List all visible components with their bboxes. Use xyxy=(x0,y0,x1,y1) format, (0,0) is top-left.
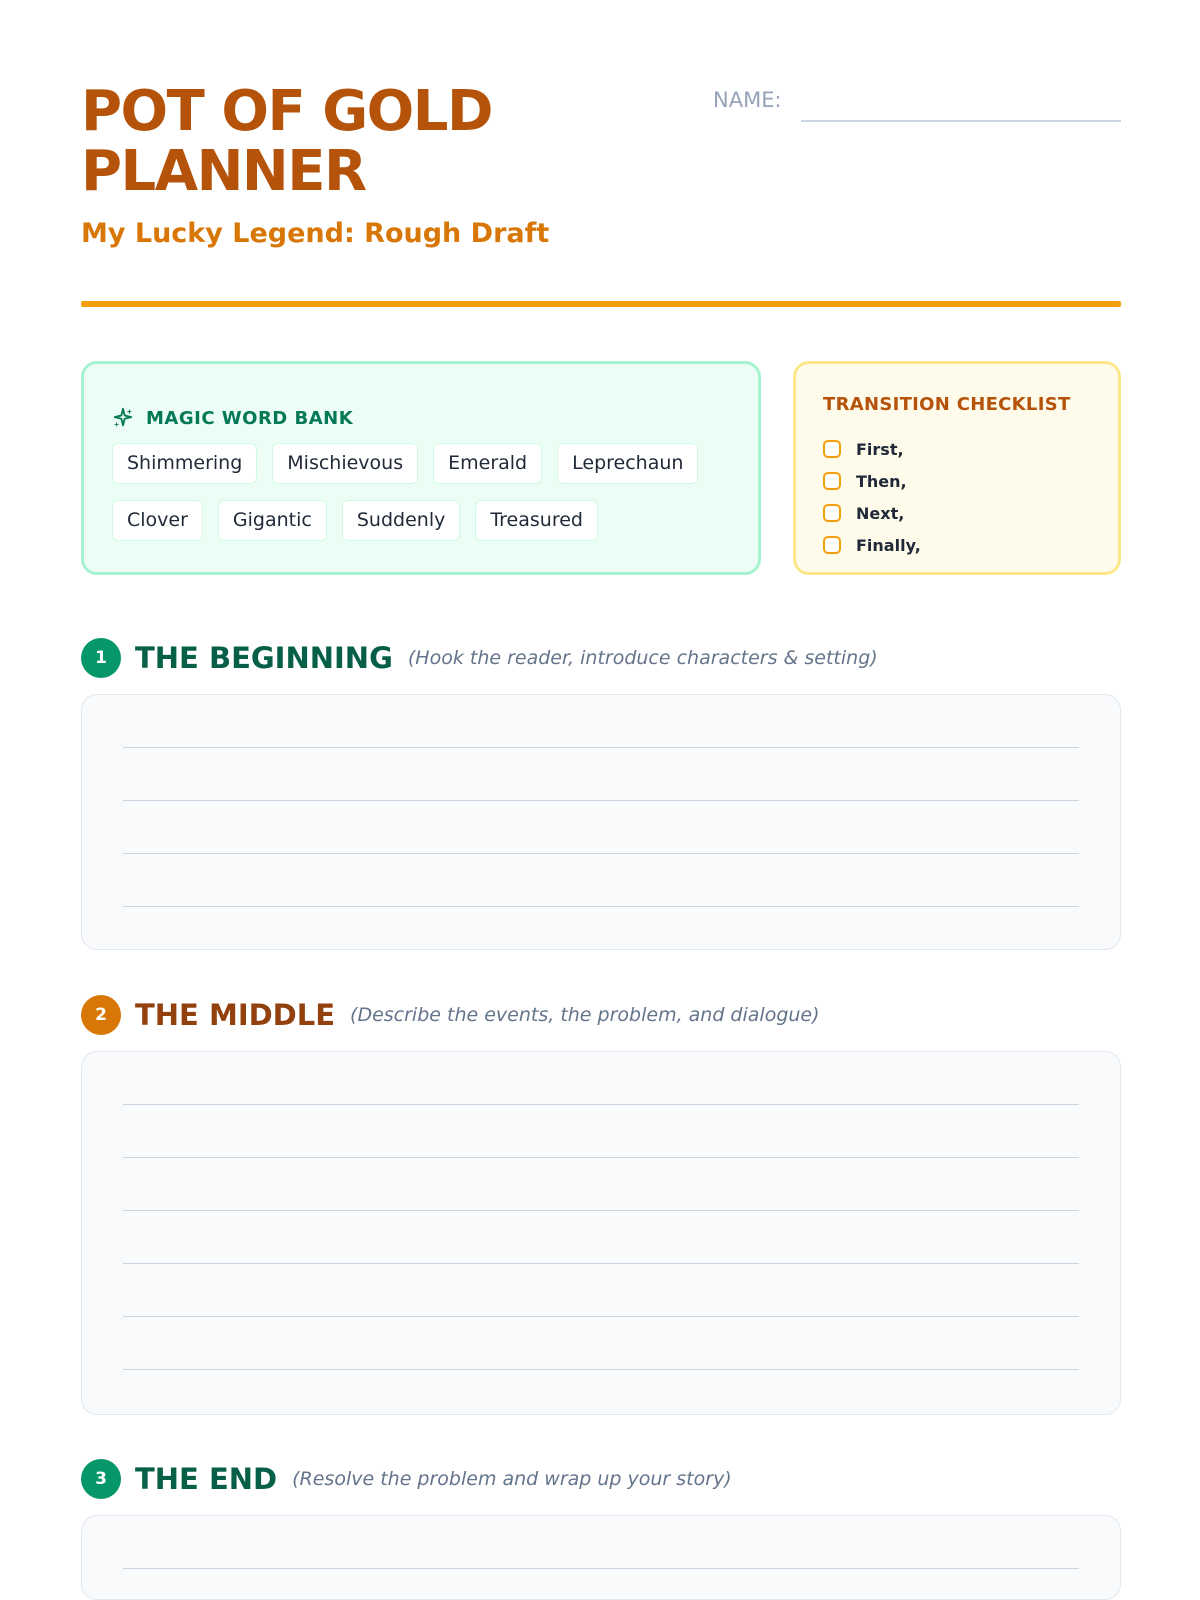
writing-line xyxy=(123,800,1079,801)
word-chip: Gigantic xyxy=(218,500,327,541)
writing-line xyxy=(123,1568,1079,1569)
writing-area-beginning[interactable] xyxy=(81,694,1121,950)
word-bank-title: MAGIC WORD BANK xyxy=(146,407,354,429)
writing-area-middle[interactable] xyxy=(81,1051,1121,1415)
page-title: POT OF GOLD PLANNER xyxy=(81,79,492,204)
checklist-item-label: Finally, xyxy=(856,535,921,555)
sparkles-icon xyxy=(112,407,134,429)
header-divider xyxy=(81,301,1121,307)
writing-line xyxy=(123,1369,1079,1370)
checklist-item[interactable] xyxy=(823,433,921,465)
writing-line xyxy=(123,1263,1079,1264)
word-bank-header xyxy=(112,406,353,430)
writing-area-end[interactable] xyxy=(81,1515,1121,1600)
word-chips xyxy=(112,443,732,557)
word-chip-row xyxy=(112,443,732,484)
word-chip: Suddenly xyxy=(342,500,460,541)
writing-line xyxy=(123,1316,1079,1317)
checklist-item-label: Then, xyxy=(856,471,907,491)
word-chip: Leprechaun xyxy=(557,443,698,484)
writing-line xyxy=(123,906,1079,907)
transition-checklist xyxy=(793,361,1121,575)
word-chip: Mischievous xyxy=(272,443,418,484)
checklist-items xyxy=(823,433,921,561)
writing-line xyxy=(123,1104,1079,1105)
magic-word-bank xyxy=(81,361,761,575)
section-number-badge: 2 xyxy=(81,995,121,1035)
page-subtitle: My Lucky Legend: Rough Draft xyxy=(81,218,550,249)
checkbox[interactable] xyxy=(823,440,841,458)
writing-line xyxy=(123,747,1079,748)
checklist-item[interactable] xyxy=(823,465,921,497)
section-number-badge: 3 xyxy=(81,1459,121,1499)
checkbox[interactable] xyxy=(823,472,841,490)
name-write-line xyxy=(801,120,1121,122)
word-chip: Shimmering xyxy=(112,443,257,484)
section-header xyxy=(81,1459,732,1499)
section-header xyxy=(81,995,820,1035)
checklist-title: TRANSITION CHECKLIST xyxy=(823,394,1071,415)
section-hint: (Describe the events, the problem, and dialogue) xyxy=(350,1004,820,1026)
checklist-item-label: First, xyxy=(856,439,904,459)
word-chip: Emerald xyxy=(433,443,542,484)
word-chip: Treasured xyxy=(475,500,598,541)
word-chip: Clover xyxy=(112,500,203,541)
name-label: NAME: xyxy=(713,88,782,112)
header xyxy=(81,79,1121,302)
section-number-badge: 1 xyxy=(81,638,121,678)
checkbox[interactable] xyxy=(823,536,841,554)
name-field xyxy=(713,86,1121,126)
section-hint: (Resolve the problem and wrap up your story) xyxy=(292,1468,732,1490)
section-title: THE END xyxy=(135,1462,278,1496)
writing-line xyxy=(123,1210,1079,1211)
section-title: THE BEGINNING xyxy=(135,641,393,675)
section-title: THE MIDDLE xyxy=(135,998,336,1032)
section-header xyxy=(81,638,878,678)
section-hint: (Hook the reader, introduce characters & setting) xyxy=(407,647,878,669)
writing-line xyxy=(123,853,1079,854)
writing-line xyxy=(123,1157,1079,1158)
checklist-item-label: Next, xyxy=(856,503,905,523)
word-chip-row xyxy=(112,500,732,541)
checklist-item[interactable] xyxy=(823,497,921,529)
checkbox[interactable] xyxy=(823,504,841,522)
checklist-item[interactable] xyxy=(823,529,921,561)
